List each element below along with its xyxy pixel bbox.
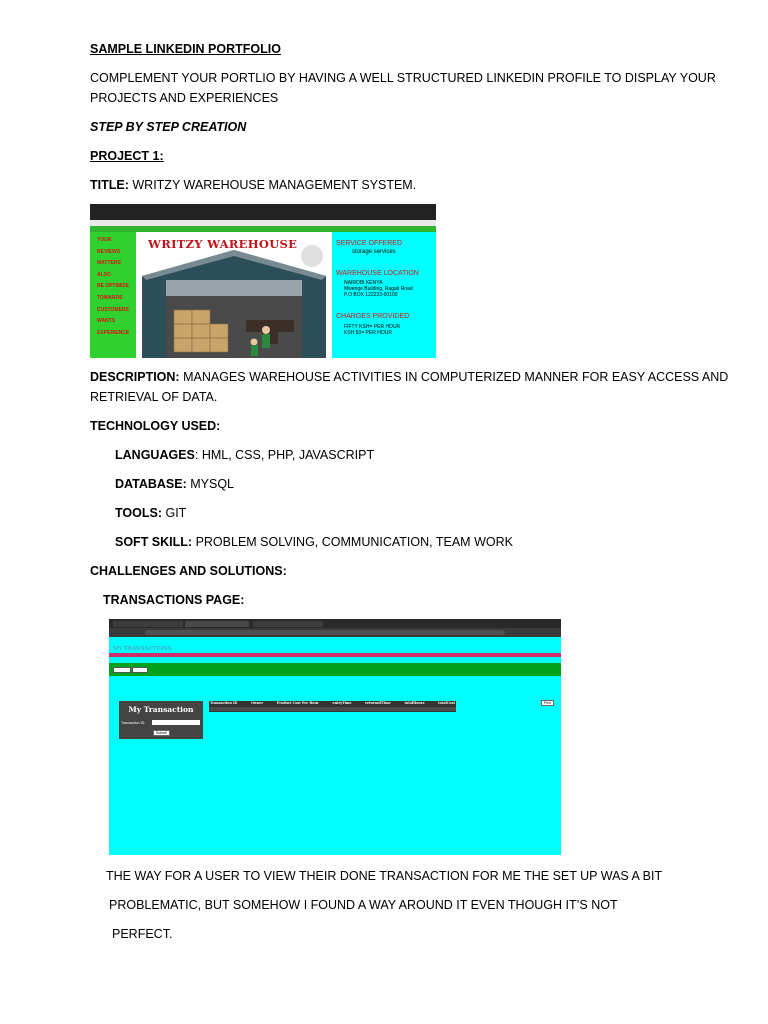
tools-value: GIT (165, 506, 187, 520)
warehouse-screenshot (90, 204, 436, 358)
column-header: Transaction ID (210, 701, 238, 705)
warehouse-banner (136, 232, 332, 358)
header-stripe (109, 653, 561, 657)
transactions-screenshot (109, 619, 561, 855)
table-row (209, 707, 456, 711)
site-title: WRITZY WAREHOUSE (148, 237, 298, 251)
softskill-label: SOFT SKILL: (115, 535, 193, 549)
transaction-id-label: Transaction ID: (121, 721, 146, 725)
database-value: MYSQL (190, 477, 235, 491)
title-value: WRITZY WAREHOUSE MANAGEMENT SYSTEM. (132, 178, 417, 192)
transactions-heading: TRANSACTIONS PAGE: (103, 593, 245, 607)
location-line: NAIROBI KENYA (344, 280, 383, 286)
transaction-id-input[interactable] (152, 720, 200, 725)
browser-address-bar (109, 628, 561, 637)
transactions-table (209, 701, 456, 712)
print-button[interactable]: Print (541, 700, 554, 706)
column-header: Owner (251, 701, 264, 705)
site-sidebar-menu (90, 232, 136, 358)
softskill-value: PROBLEM SOLVING, COMMUNICATION, TEAM WORK (195, 535, 513, 549)
closing-line-3: PERFECT. (112, 927, 173, 941)
location-line: Mwenge Building, Ragati Road (344, 286, 413, 292)
panel-title: My Transaction (128, 705, 194, 714)
description-line-2: RETRIEVAL OF DATA. (90, 390, 218, 404)
menu-item: YOUR (97, 237, 112, 243)
menu-item: TOWARDS (97, 294, 123, 301)
menu-item: REVIEWS (97, 248, 121, 255)
charges-heading: CHARGES PROVIDED (336, 313, 410, 320)
challenges-heading: CHALLENGES AND SOLUTIONS: (90, 564, 287, 578)
nav-bar (109, 663, 561, 676)
column-header: totalHours (404, 701, 425, 705)
service-heading: SERVICE OFFERED (336, 240, 402, 247)
menu-item: MATTERS (97, 260, 121, 267)
languages-label: LANGUAGES (115, 448, 195, 462)
description-value: MANAGES WAREHOUSE ACTIVITIES IN COMPUTERIZED MANNER FOR EASY ACCESS AND (183, 370, 729, 384)
page-header: MY TRANSACTIONS (113, 646, 172, 652)
charges-line: KSH 50= PER HOUR (344, 330, 392, 336)
transaction-search-panel (119, 701, 203, 739)
menu-item: ALSO (97, 271, 111, 278)
menu-item: EXPERIENCE (97, 329, 130, 336)
menu-item: WANTS (97, 318, 116, 325)
title-line (90, 177, 416, 193)
charges-line: FIFTY KSH= PER HOUR (344, 324, 401, 330)
location-line: P.O BOX 122233-00100 (344, 292, 398, 298)
softskill-line (115, 534, 513, 550)
tools-label: TOOLS: (115, 506, 162, 520)
column-header: returnedTime (365, 701, 391, 705)
technology-heading: TECHNOLOGY USED: (90, 419, 221, 433)
database-label: DATABASE: (115, 477, 187, 491)
location-heading: WAREHOUSE LOCATION (336, 270, 419, 277)
service-text: storage services (352, 249, 396, 255)
browser-chrome (90, 204, 436, 220)
tools-line (115, 505, 186, 521)
browser-tab-bar (109, 619, 561, 628)
languages-line (115, 447, 374, 463)
description-label: DESCRIPTION: (90, 370, 180, 384)
column-header: entryTime (332, 701, 352, 705)
table-header (210, 701, 455, 706)
description-line-1 (90, 369, 728, 385)
closing-line-2: PROBLEMATIC, BUT SOMEHOW I FOUND A WAY AROUND IT EVEN THOUGH IT’S NOT (109, 898, 618, 912)
menu-item: RE OPTIMIZE (97, 283, 129, 290)
document-heading: SAMPLE LINKEDIN PORTFOLIO (90, 42, 281, 56)
closing-line-1: THE WAY FOR A USER TO VIEW THEIR DONE TRANSACTION FOR ME THE SET UP WAS A BIT (106, 869, 663, 883)
languages-value: : HML, CSS, PHP, JAVASCRIPT (194, 448, 375, 462)
column-header: totalCost (438, 701, 455, 705)
project-heading: PROJECT 1: (90, 149, 164, 163)
intro-line-1: COMPLEMENT YOUR PORTLIO BY HAVING A WELL STRUCTURED LINKEDIN PROFILE TO DISPLAY YOUR (90, 71, 716, 85)
intro-line-2: PROJECTS AND EXPERIENCES (90, 91, 279, 105)
title-label: TITLE: (90, 178, 129, 192)
column-header: Product Cost Per Hour (276, 701, 319, 705)
submit-button[interactable]: Submit (153, 730, 170, 736)
database-line (115, 476, 234, 492)
step-heading: STEP BY STEP CREATION (90, 120, 247, 134)
menu-item: CUSTOMERS (97, 306, 129, 313)
site-info-panel (332, 232, 436, 358)
